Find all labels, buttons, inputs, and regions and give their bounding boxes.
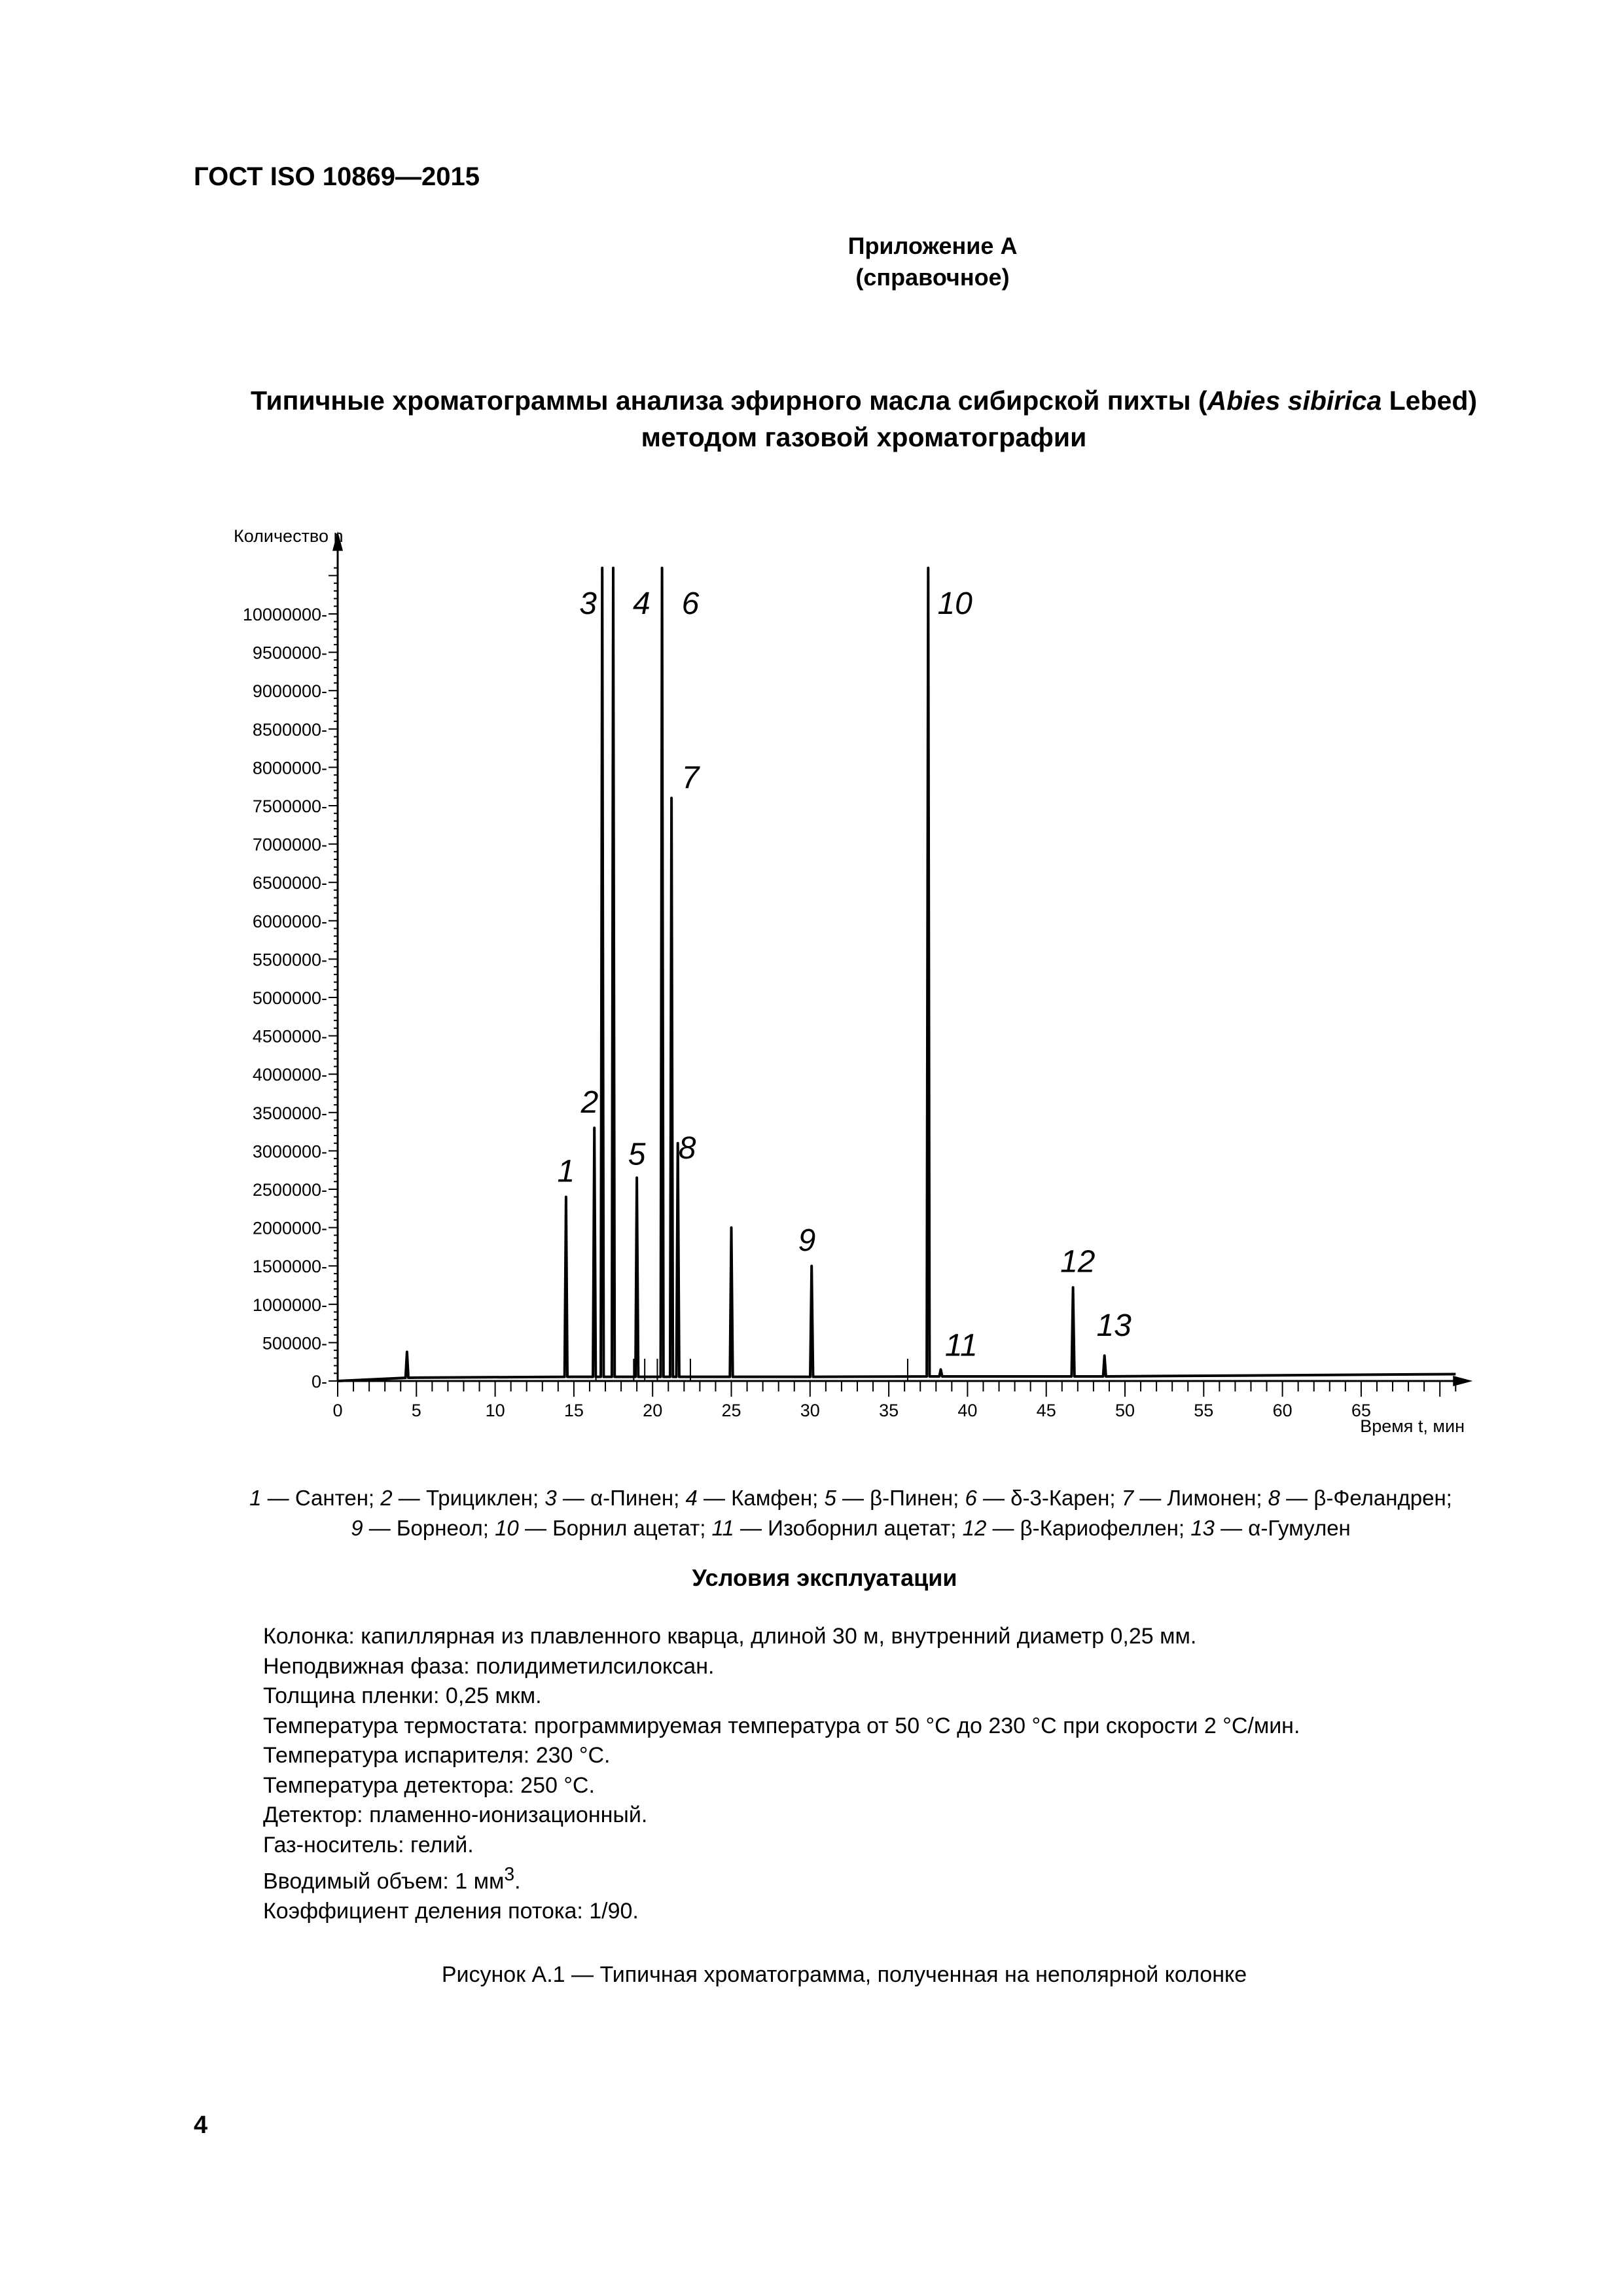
y-tick-label: 3000000-: [252, 1141, 327, 1162]
condition-detector-temp: Температура детектора: 250 °С.: [263, 1772, 595, 1798]
x-tick-label: 15: [563, 1401, 584, 1420]
species-name: Abies sibirica: [1207, 386, 1382, 416]
y-tick-label: 500000-: [262, 1333, 327, 1354]
y-axis-label: Количество n: [234, 526, 344, 546]
peak-label-12: 12: [1060, 1244, 1096, 1280]
peak-label-5: 5: [628, 1137, 646, 1172]
legend-compound: — β-Кариофеллен;: [986, 1516, 1191, 1540]
peak-label-13: 13: [1096, 1308, 1132, 1343]
title-text: Типичные хроматограммы анализа эфирного масла сибирской пихты (: [250, 386, 1207, 416]
legend-number: 9: [351, 1516, 363, 1540]
x-tick-label: 40: [957, 1401, 978, 1420]
peak-label-11: 11: [944, 1328, 978, 1363]
x-tick-label: 55: [1194, 1401, 1214, 1420]
y-tick-label: 2000000-: [252, 1218, 327, 1238]
document-header: ГОСТ ISO 10869—2015: [194, 162, 480, 191]
legend-number: 11: [711, 1516, 734, 1540]
conditions-list: [263, 1622, 1300, 1926]
legend-line-2: [164, 1513, 1538, 1543]
legend-compound: — β-Пинен;: [836, 1486, 965, 1510]
legend-compound: — Лимонен;: [1133, 1486, 1268, 1510]
y-tick-label: 9000000-: [252, 681, 327, 702]
peak-label-7: 7: [681, 761, 700, 796]
y-tick-label: 2500000-: [252, 1180, 327, 1200]
legend-number: 6: [965, 1486, 977, 1510]
legend-number: 8: [1268, 1486, 1281, 1510]
figure-caption: Рисунок А.1 — Типичная хроматограмма, полученная на неполярной колонке: [441, 1962, 1247, 1987]
legend-compound: — Трициклен;: [392, 1486, 545, 1510]
y-tick-label: 1500000-: [252, 1257, 327, 1277]
y-tick-label: 4500000-: [252, 1026, 327, 1047]
x-tick-label: 50: [1115, 1401, 1135, 1420]
volume-end: .: [514, 1869, 521, 1894]
y-tick-label: 7500000-: [252, 797, 327, 816]
peak-label-1: 1: [557, 1154, 575, 1189]
legend-number: 10: [495, 1516, 519, 1540]
condition-column: Колонка: капиллярная из плавленного кварца, длиной 30 м, внутренний диаметр 0,25 мм.: [263, 1624, 1197, 1649]
y-tick-label: 0-: [311, 1372, 327, 1391]
condition-carrier: Газ-носитель: гелий.: [263, 1832, 474, 1857]
volume-unit-exponent: 3: [504, 1864, 515, 1885]
legend-line-1: [164, 1483, 1538, 1513]
legend-compound: — Камфен;: [697, 1486, 825, 1510]
x-tick-label: 30: [800, 1401, 820, 1420]
y-tick-label: 8000000-: [252, 758, 327, 778]
condition-detector: Детектор: пламенно-ионизационный.: [263, 1803, 648, 1827]
x-tick-label: 35: [879, 1401, 899, 1420]
legend-compound: — Борнеол;: [363, 1516, 495, 1540]
appendix-type: (справочное): [855, 264, 1010, 291]
conditions-title: Условия эксплуатации: [692, 1564, 957, 1591]
condition-volume: [263, 1860, 1300, 1897]
y-tick-label: 6000000-: [252, 911, 327, 931]
peak-label-6: 6: [681, 586, 700, 621]
peak-label-3: 3: [579, 586, 597, 621]
legend-compound: — Сантен;: [261, 1486, 381, 1510]
legend-compound: — Борнил ацетат;: [518, 1516, 712, 1540]
legend-number: 2: [380, 1486, 393, 1510]
legend-number: 7: [1121, 1486, 1134, 1510]
page-number: 4: [194, 2111, 208, 2139]
x-tick-label: 5: [411, 1401, 421, 1420]
title-author: Lebed): [1382, 386, 1478, 416]
y-tick-label: 9500000-: [252, 643, 327, 663]
peak-label-8: 8: [678, 1131, 696, 1166]
condition-injector: Температура испарителя: 230 °С.: [263, 1743, 611, 1768]
peak-legend: [164, 1483, 1538, 1543]
volume-text: Вводимый объем: 1 мм: [263, 1869, 505, 1894]
condition-film: Толщина пленки: 0,25 мкм.: [263, 1683, 542, 1708]
x-tick-label: 0: [332, 1401, 343, 1420]
legend-number: 12: [962, 1516, 987, 1540]
legend-number: 3: [544, 1486, 557, 1510]
legend-number: 5: [824, 1486, 836, 1510]
x-axis-label: Время t, мин: [1360, 1416, 1465, 1436]
y-tick-label: 4000000-: [252, 1065, 327, 1085]
peak-label-9: 9: [798, 1223, 816, 1258]
y-tick-label: 7000000-: [252, 834, 327, 855]
legend-compound: — Изоборнил ацетат;: [734, 1516, 963, 1540]
x-tick-label: 20: [643, 1401, 663, 1420]
x-tick-label: 45: [1036, 1401, 1056, 1420]
legend-number: 1: [249, 1486, 262, 1510]
peak-label-2: 2: [580, 1085, 599, 1120]
appendix-label: Приложение А: [847, 232, 1018, 259]
x-tick-label: 65: [1351, 1401, 1371, 1420]
x-tick-label: 60: [1272, 1401, 1293, 1420]
chart-axes: [332, 531, 1472, 1386]
condition-phase: Неподвижная фаза: полидиметилсилоксан.: [263, 1653, 715, 1679]
y-tick-label: 3500000-: [252, 1103, 327, 1123]
y-axis-ticks: [243, 568, 338, 1391]
y-tick-label: 1000000-: [252, 1295, 327, 1315]
legend-compound: — δ-3-Карен;: [976, 1486, 1122, 1510]
peak-labels: [558, 586, 1132, 1363]
chromatogram-trace: [338, 568, 1455, 1381]
peak-label-4: 4: [633, 586, 651, 621]
y-tick-label: 5500000-: [252, 950, 327, 970]
x-tick-label: 25: [721, 1401, 741, 1420]
condition-oven: Температура термостата: программируемая температура от 50 °С до 230 °С при скорости 2 °С/мин.: [263, 1713, 1300, 1738]
y-tick-label: 5000000-: [252, 988, 327, 1008]
legend-compound: — β-Феландрен;: [1280, 1486, 1452, 1510]
legend-compound: — α-Пинен;: [556, 1486, 686, 1510]
y-tick-label: 6500000-: [252, 873, 327, 893]
x-tick-label: 10: [485, 1401, 505, 1420]
y-tick-label: 10000000-: [242, 605, 327, 624]
y-tick-label: 8500000-: [252, 719, 327, 740]
peak-label-10: 10: [937, 586, 972, 621]
title-line-2: методом газовой хроматографии: [641, 422, 1087, 452]
legend-number: 4: [685, 1486, 698, 1510]
condition-split: Коэффициент деления потока: 1/90.: [263, 1898, 639, 1924]
legend-compound: — α-Гумулен: [1214, 1516, 1351, 1540]
x-axis-ticks: [332, 1381, 1455, 1420]
legend-number: 13: [1190, 1516, 1215, 1540]
